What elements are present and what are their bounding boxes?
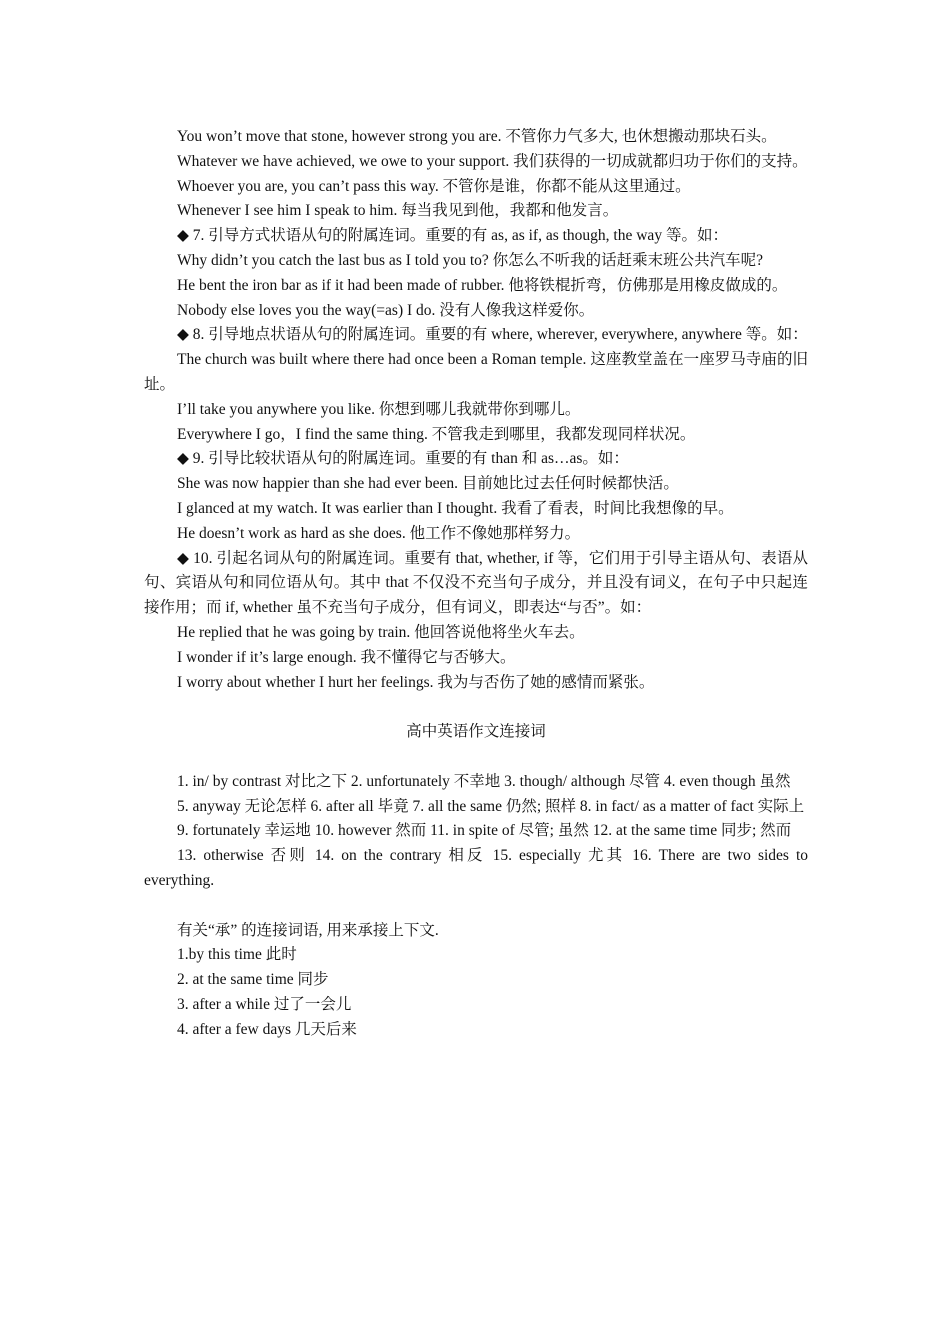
connector-list-item: 9. fortunately 幸运地 10. however 然而 11. in spite of 尽管; 虽然 12. at the same time 同步; 然而 [177,822,792,840]
section-title: 高中英语作文连接词 [406,723,546,741]
paragraph: Whoever you are, you can’t pass this way. 不管你是谁，你都不能从这里通过。 [177,177,691,195]
paragraph: Nobody else loves you the way(=as) I do. 没有人像我这样爱你。 [177,301,595,319]
section-heading-8: ◆ 8. 引导地点状语从句的附属连词。重要的有 where, wherever, everywhere, anywhere 等。如： [177,326,808,344]
paragraph: She was now happier than she had ever been. 目前她比过去任何时候都快活。 [177,475,679,493]
paragraph: The church was built where there had once been a Roman temple. 这座教堂盖在一座罗马寺庙的旧址。 [144,351,808,393]
paragraph: Why didn’t you catch the last bus as I told you to? 你怎么不听我的话赶乘末班公共汽车呢? [177,251,764,269]
spacer [144,894,808,919]
section-heading-9: ◆ 9. 引导比较状语从句的附属连词。重要的有 than 和 as…as。如： [177,450,629,468]
connector-list-item: 3. after a while 过了一会儿 [177,995,352,1013]
paragraph: He replied that he was going by train. 他回答说他将坐火车去。 [177,623,585,641]
paragraph: I worry about whether I hurt her feelings. 我为与否伤了她的感情而紧张。 [177,673,655,691]
subsection-intro: 有关“承” 的连接词语, 用来承接上下文. [177,921,439,939]
connector-list-item: 5. anyway 无论怎样 6. after all 毕竟 7. all the same 仍然; 照样 8. in fact/ as a matter of fact 实际上 [177,797,805,815]
document-body [144,125,808,1042]
paragraph: I wonder if it’s large enough. 我不懂得它与否够大。 [177,648,516,666]
paragraph: I’ll take you anywhere you like. 你想到哪儿我就带你到哪儿。 [177,400,581,418]
connector-list-item: 4. after a few days 几天后来 [177,1020,357,1038]
paragraph: Whatever we have achieved, we owe to your support. 我们获得的一切成就都归功于你们的支持。 [177,152,808,170]
spacer [144,745,808,770]
spacer [144,695,808,720]
section-heading-10: ◆ 10. 引起名词从句的附属连词。重要有 that, whether, if 等，它们用于引导主语从句、表语从句、宾语从句和同位语从句。其中 that 不仅没不充当句子成分，并且没有词义，在句子中只起连接作用；而 if, whether 虽不充当句子成分，但有词义，即表达“与否”。如： [144,549,808,617]
connector-list-item: 1.by this time 此时 [177,946,297,964]
paragraph: Everywhere I go，I find the same thing. 不管我走到哪里，我都发现同样状况。 [177,425,696,443]
connector-list-item: 2. at the same time 同步 [177,971,329,989]
paragraph: Whenever I see him I speak to him. 每当我见到他，我都和他发言。 [177,202,619,220]
paragraph: I glanced at my watch. It was earlier than I thought. 我看了看表，时间比我想像的早。 [177,499,734,517]
connector-list-item: 13. otherwise 否则 14. on the contrary 相反 15. especially 尤其 16. There are two sides to everything. [144,847,808,889]
section-heading-7: ◆ 7. 引导方式状语从句的附属连词。重要的有 as, as if, as though, the way 等。如： [177,227,728,245]
connector-list-item: 1. in/ by contrast 对比之下 2. unfortunately 不幸地 3. though/ although 尽管 4. even though 虽然 [177,772,791,790]
paragraph: He bent the iron bar as if it had been made of rubber. 他将铁棍折弯，仿佛那是用橡皮做成的。 [177,276,788,294]
paragraph: He doesn’t work as hard as she does. 他工作不像她那样努力。 [177,524,581,542]
paragraph: You won’t move that stone, however strong you are. 不管你力气多大, 也休想搬动那块石头。 [177,128,777,145]
